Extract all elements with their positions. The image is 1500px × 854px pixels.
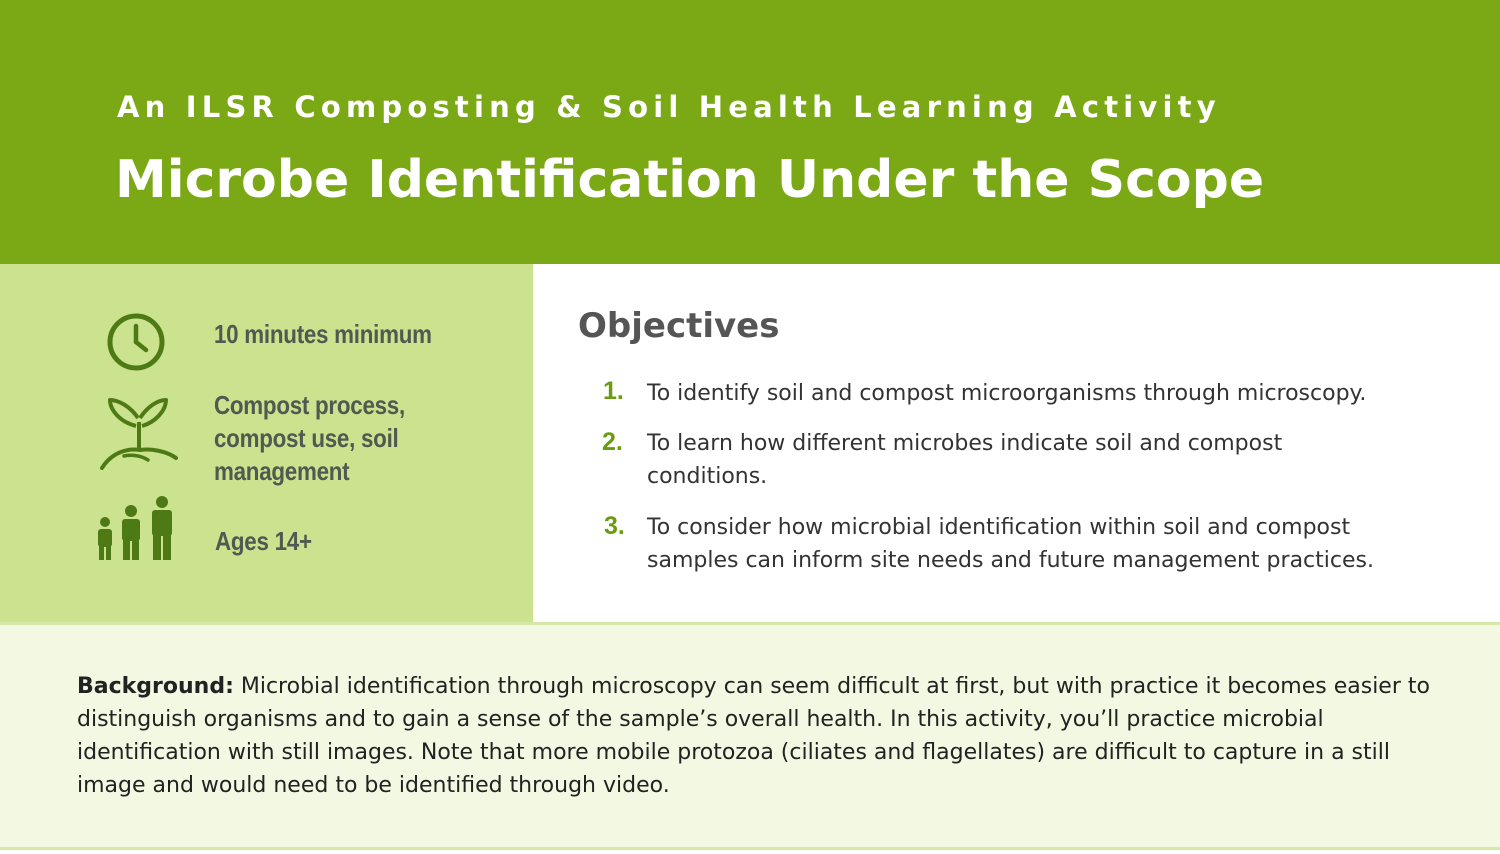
objective-text: To identify soil and compost microorganisms through microscopy. <box>647 381 1367 406</box>
background-paragraph <box>77 670 1437 802</box>
people-icon <box>94 496 180 564</box>
duration-text: 10 minutes minimum <box>214 319 432 349</box>
clock-icon <box>104 310 168 374</box>
objective-number: 2. <box>602 428 623 456</box>
objective-text: To learn how different microbes indicate soil and compost conditions. <box>647 431 1283 489</box>
ages-text: Ages 14+ <box>215 526 312 556</box>
objective-text: To consider how microbial identification within soil and compost samples can inform site needs and future management practices. <box>647 515 1374 573</box>
header-banner <box>0 0 1500 264</box>
background-label: Background: <box>77 674 234 699</box>
activity-kicker: An ILSR Composting & Soil Health Learning Activity <box>117 90 1221 124</box>
objective-number: 3. <box>604 512 625 540</box>
background-body: Microbial identification through microscopy can seem difficult at first, but with practice it becomes easier to distinguish organisms and to gain a sense of the sample’s overall health. In this activity, you’ll practice microbial identification with still images. Note that more mobile protozoa (ciliates and flagellates) are difficult to capture in a still image and would need to be identified through video. <box>77 674 1430 798</box>
page-title: Microbe Identification Under the Scope <box>115 150 1265 210</box>
objective-number: 1. <box>603 377 624 405</box>
sprout-icon <box>98 396 180 472</box>
topics-text: Compost process, compost use, soil management <box>214 390 405 486</box>
objectives-heading: Objectives <box>578 306 780 346</box>
